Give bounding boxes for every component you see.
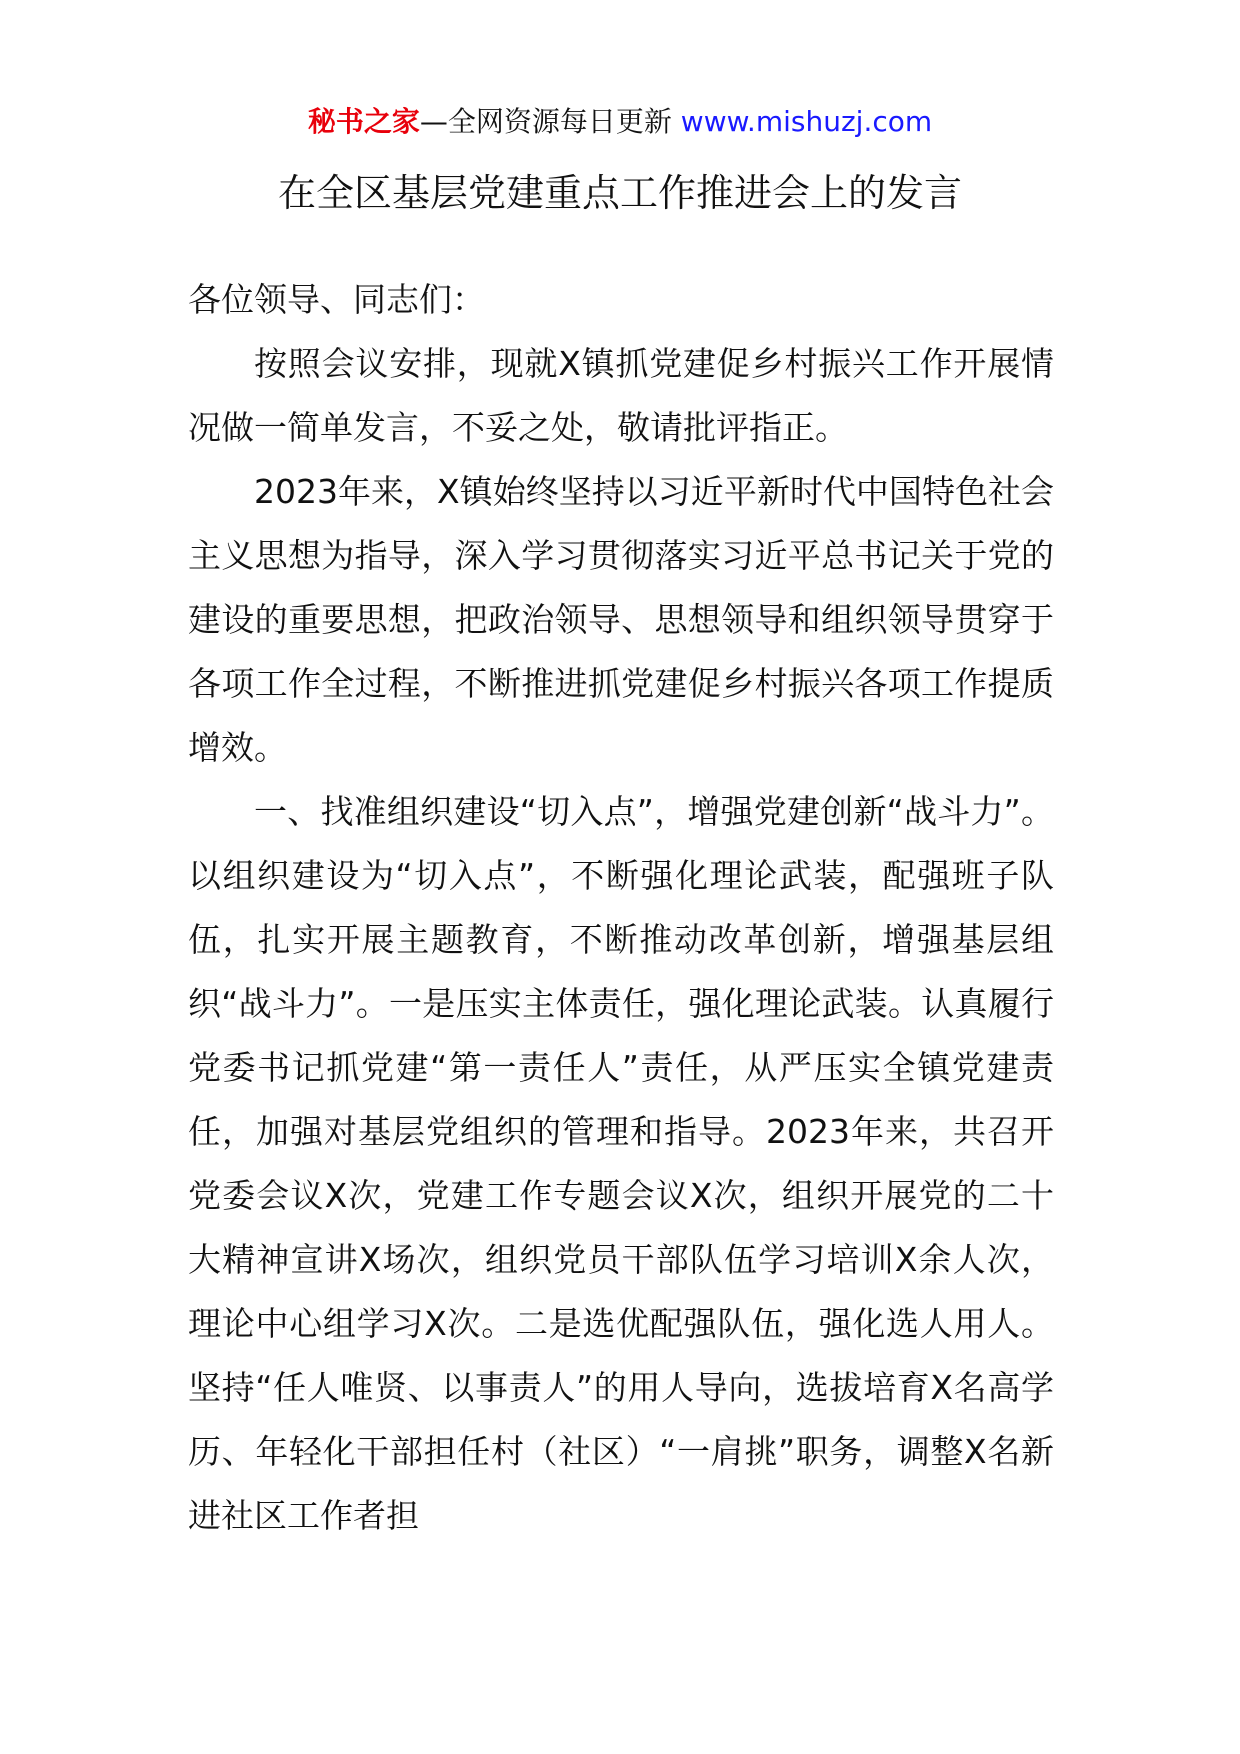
header-banner [0, 104, 1240, 140]
salutation: 各位领导、同志们： [188, 280, 485, 319]
paragraph-section-one: 一、找准组织建设“切入点”，增强党建创新“战斗力”。以组织建设为“切入点”，不断强化理论武装，配强班子队伍，扎实开展主题教育，不断推动改革创新，增强基层组织“战斗力”。一是压实主体责任，强化理论武装。认真履行党委书记抓党建“第一责任人”责任，从严压实全镇党建责任，加强对基层党组织的管理和指导。2023年来，共召开党委会议X次，党建工作专题会议X次，组织开展党的二十大精神宣讲X场次，组织党员干部队伍学习培训X余人次，理论中心组学习X次。二是选优配强队伍，强化选人用人。坚持“任人唯贤、以事责人”的用人导向，选拔培育X名高学历、年轻化干部担任村（社区）“一肩挑”职务，调整X名新进社区工作者担 [188, 792, 1054, 1535]
document-title: 在全区基层党建重点工作推进会上的发言 [277, 171, 962, 215]
header-tagline: —全网资源每日更新 [419, 105, 672, 138]
paragraph-overview: 2023年来，X镇始终坚持以习近平新时代中国特色社会主义思想为指导，深入学习贯彻落实习近平总书记关于党的建设的重要思想，把政治领导、思想领导和组织领导贯穿于各项工作全过程，不断推进抓党建促乡村振兴各项工作提质增效。 [188, 472, 1054, 767]
paragraph-intro: 按照会议安排，现就X镇抓党建促乡村振兴工作开展情况做一简单发言，不妥之处，敬请批评指正。 [188, 344, 1054, 447]
document-body [188, 268, 1054, 1548]
site-url-link[interactable]: www.mishuzj.com [680, 105, 933, 138]
brand-name: 秘书之家 [307, 105, 420, 138]
